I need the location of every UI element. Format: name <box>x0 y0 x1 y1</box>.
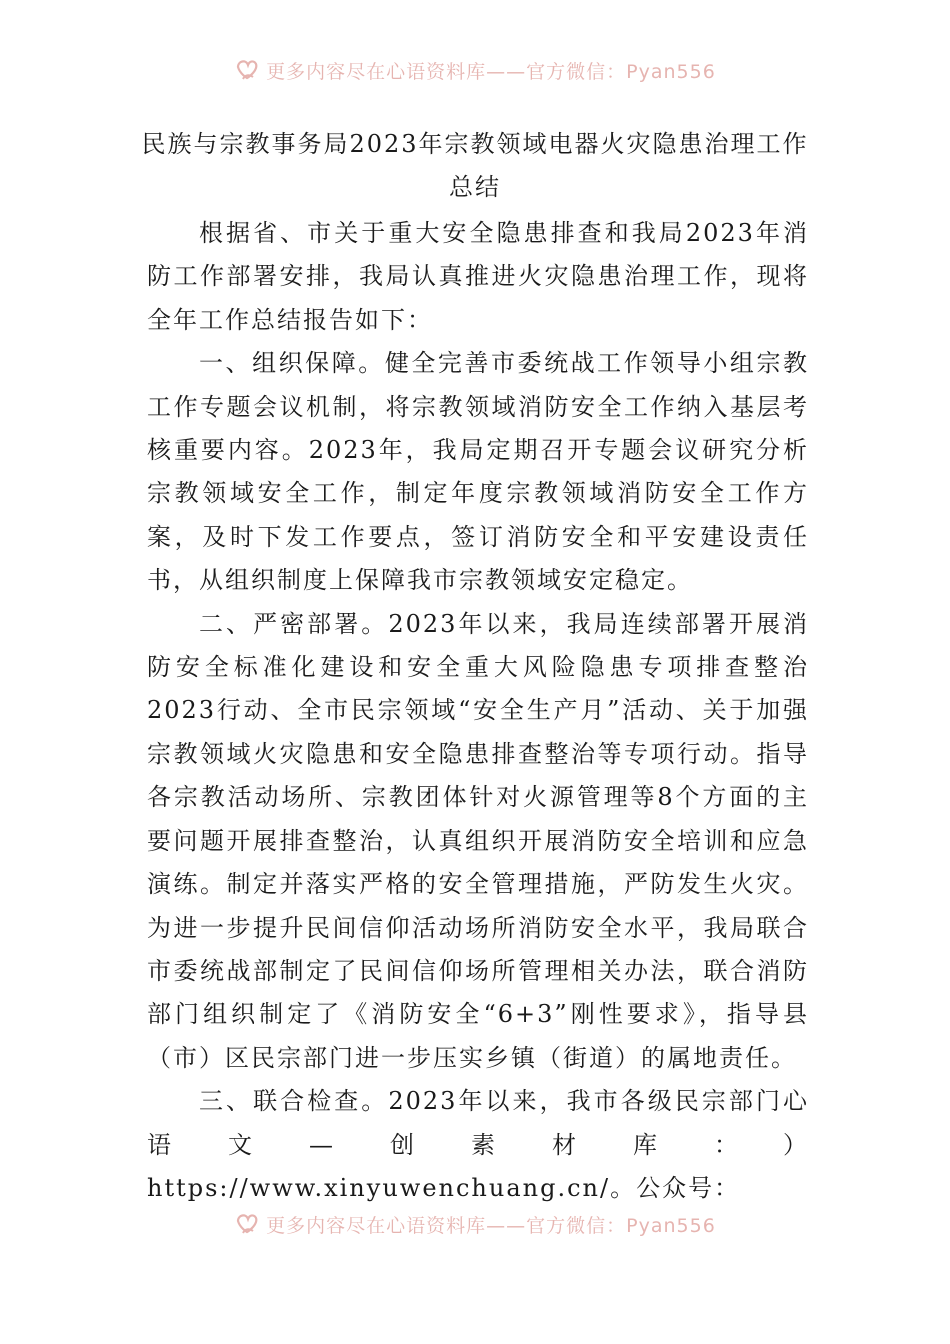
paragraph-deployment: 二、严密部署。2023年以来，我局连续部署开展消防安全标准化建设和安全重大风险隐患专项排查整治2023行动、全市民宗领域“安全生产月”活动、关于加强宗教领域火灾隐患和安全隐患排查整治等专项行动。指导各宗教活动场所、宗教团体针对火源管理等8个方面的主要问题开展排查整治，认真组织开展消防安全培训和应急演练。制定并落实严格的安全管理措施，严防发生火灾。为进一步提升民间信仰活动场所消防安全水平，我局联合市委统战部制定了民间信仰场所管理相关办法，联合消防部门组织制定了《消防安全“6+3”刚性要求》，指导县（市）区民宗部门进一步压实乡镇（街道）的属地责任。 <box>147 609 809 1072</box>
paragraph-joint-inspection: 三、联合检查。2023年以来，我市各级民宗部门心语文—创素材库：）https://www.xinyuwenchuang.cn/。公众号： <box>147 1087 809 1202</box>
watermark-text: 更多内容尽在心语资料库——官方微信：Pyan556 <box>266 1214 716 1237</box>
watermark-header <box>0 50 950 90</box>
watermark-footer <box>0 1204 950 1244</box>
document-title-line-1: 民族与宗教事务局2023年宗教领域电器火灾隐患治理工作 <box>141 130 809 158</box>
watermark-logo-icon <box>234 57 260 83</box>
document-body <box>147 212 809 1210</box>
paragraph-intro: 根据省、市关于重大安全隐患排查和我局2023年消防工作部署安排，我局认真推进火灾隐患治理工作，现将全年工作总结报告如下： <box>147 219 809 334</box>
paragraph-organization: 一、组织保障。健全完善市委统战工作领导小组宗教工作专题会议机制，将宗教领域消防安全工作纳入基层考核重要内容。2023年，我局定期召开专题会议研究分析宗教领域安全工作，制定年度宗教领域消防安全工作方案，及时下发工作要点，签订消防安全和平安建设责任书，从组织制度上保障我市宗教领域安定稳定。 <box>147 349 809 595</box>
watermark-text: 更多内容尽在心语资料库——官方微信：Pyan556 <box>266 60 716 83</box>
document-title-line-2: 总结 <box>449 173 501 201</box>
watermark-logo-icon <box>234 1211 260 1237</box>
